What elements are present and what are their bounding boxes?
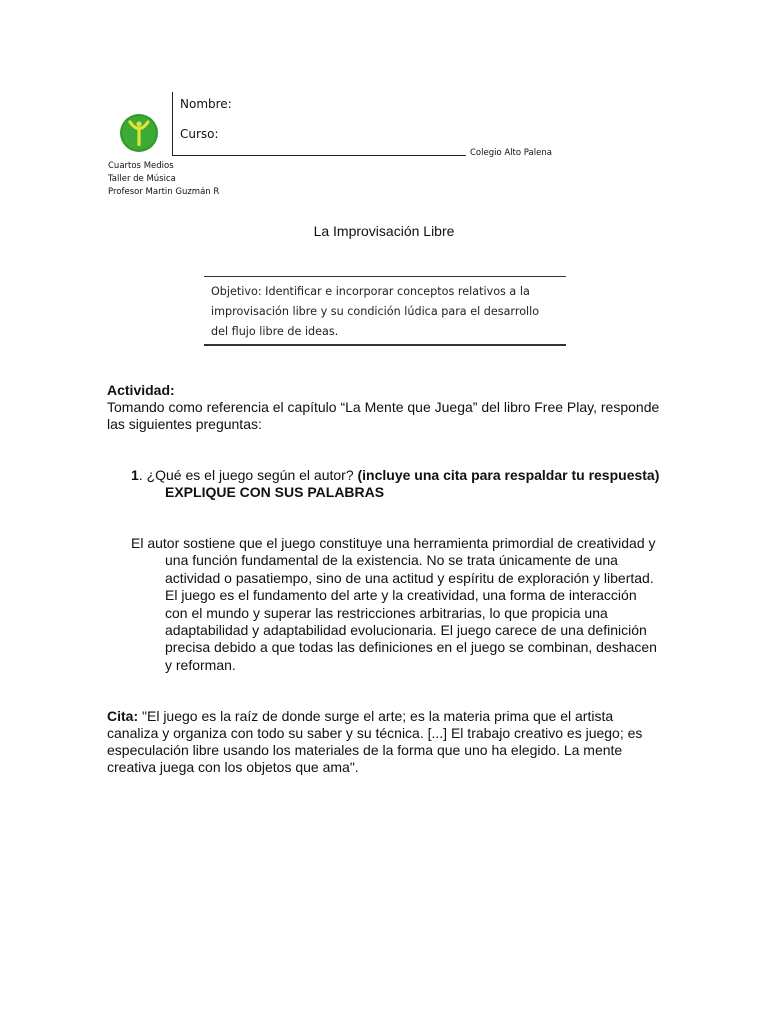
info-line-teacher: Profesor Martin Guzmán R bbox=[108, 187, 220, 197]
header-divider-vertical bbox=[172, 92, 173, 156]
quote-section bbox=[107, 708, 647, 776]
question-instruction: (incluye una cita para respaldar tu respuesta) bbox=[357, 467, 660, 483]
page-title: La Improvisación Libre bbox=[313, 223, 455, 239]
info-line-subject: Taller de Música bbox=[108, 174, 176, 184]
header-divider-horizontal bbox=[172, 155, 466, 156]
question-instruction-line2: EXPLIQUE CON SUS PALABRAS bbox=[165, 484, 385, 500]
info-line-level: Cuartos Medios bbox=[108, 161, 174, 171]
quote-label: Cita: bbox=[107, 708, 139, 724]
activity-heading: Actividad: bbox=[107, 382, 175, 398]
question-number: 1 bbox=[131, 467, 139, 483]
quote-text: "El juego es la raíz de donde surge el arte; es la materia prima que el artista canaliza y organiza con todo su saber y su técnica. [...] El trabajo creativo es juego; es especulación libre usando los materiales de la forma que uno ha elegido. La mente creativa juega con los objetos que ama". bbox=[107, 708, 643, 775]
school-name: Colegio Alto Palena bbox=[470, 148, 552, 158]
activity-text: Tomando como referencia el capítulo “La Mente que Juega” del libro Free Play, responde las siguientes preguntas: bbox=[107, 399, 660, 432]
activity-section bbox=[107, 382, 667, 433]
answer-paragraph: El autor sostiene que el juego constituye una herramienta primordial de creatividad y una función fundamental de la existencia. No se trata únicamente de una actividad o pasatiempo, sino de una actitud y espíritu de exploración y libertad. El juego es el fundamento del arte y la creatividad, una forma de interacción con el mundo y superar las restricciones arbitrarias, lo que propicia una adaptabilidad y adaptabilidad evolucionaria. El juego carece de una definición precisa debido a que todas las definiciones en el juego se combinan, deshacen y reforman. bbox=[131, 535, 657, 673]
question-text: . ¿Qué es el juego según el autor? bbox=[138, 467, 358, 483]
question-1 bbox=[131, 467, 671, 501]
school-logo-icon bbox=[119, 113, 159, 153]
objective-box bbox=[204, 276, 566, 346]
objective-text: Objetivo: Identificar e incorporar conceptos relativos a la improvisación libre y su condición lúdica para el desarrollo del flujo libre de ideas. bbox=[211, 285, 540, 338]
course-label: Curso: bbox=[180, 127, 219, 141]
name-label: Nombre: bbox=[180, 97, 232, 111]
